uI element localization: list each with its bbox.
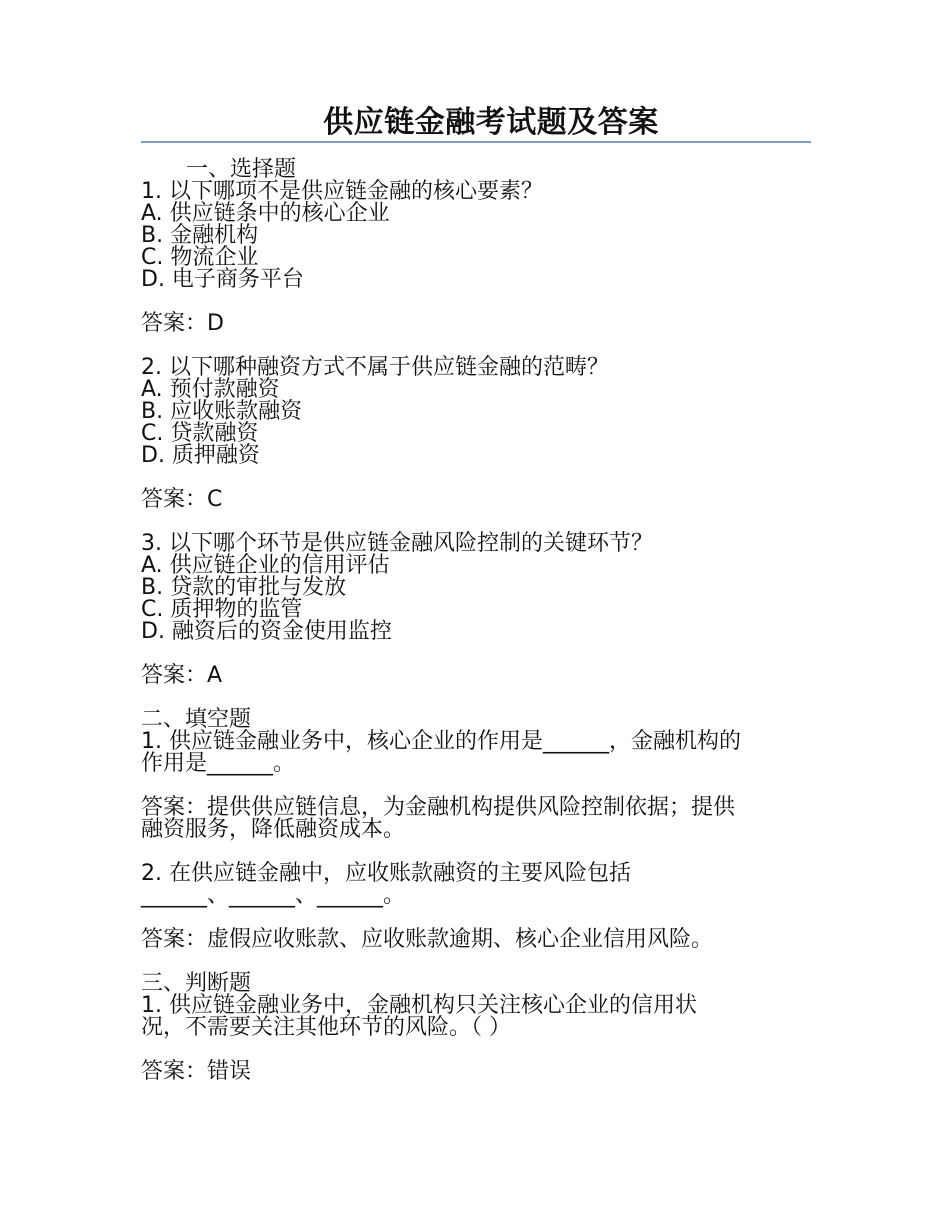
question-stem: 2. 以下哪种融资方式不属于供应链金融的范畴？	[141, 355, 609, 380]
question-1	[141, 181, 811, 335]
section-heading-judge: 三、判断题	[141, 971, 252, 996]
option-c: C. 贷款融资	[141, 421, 259, 446]
answer-continued: 融资服务，降低融资成本。	[141, 817, 406, 842]
judge-question-1	[141, 995, 811, 1083]
option-a: A. 预付款融资	[141, 377, 280, 402]
document-page	[141, 105, 811, 1105]
choice-section	[141, 159, 811, 687]
fill-question-2	[141, 863, 811, 951]
question-2	[141, 357, 811, 511]
question-stem-continued: 作用是______。	[141, 751, 296, 776]
option-a: A. 供应链企业的信用评估	[141, 553, 390, 578]
answer: 答案：A	[141, 663, 223, 688]
option-a: A. 供应链条中的核心企业	[141, 201, 390, 226]
option-b: B. 贷款的审批与发放	[141, 575, 347, 600]
option-b: B. 应收账款融资	[141, 399, 303, 424]
option-c: C. 质押物的监管	[141, 597, 303, 622]
question-stem: 1. 供应链金融业务中，核心企业的作用是______，金融机构的	[141, 729, 741, 754]
answer: 答案：虚假应收账款、应收账款逾期、核心企业信用风险。	[141, 927, 714, 952]
question-stem: 2. 在供应链金融中，应收账款融资的主要风险包括	[141, 861, 631, 886]
judge-section	[141, 973, 811, 1083]
answer: 答案：D	[141, 311, 224, 336]
option-d: D. 质押融资	[141, 443, 260, 468]
question-stem-continued: ______、______、______。	[141, 883, 406, 908]
answer: 答案：提供供应链信息，为金融机构提供风险控制依据；提供	[141, 795, 736, 820]
question-stem: 3. 以下哪个环节是供应链金融风险控制的关键环节？	[141, 531, 653, 556]
option-d: D. 电子商务平台	[141, 267, 304, 292]
fill-question-1	[141, 731, 811, 841]
option-c: C. 物流企业	[141, 245, 259, 270]
question-stem-continued: 况，不需要关注其他环节的风险。（ ）	[141, 1015, 511, 1040]
question-3	[141, 533, 811, 687]
answer: 答案：C	[141, 487, 223, 512]
fill-section	[141, 709, 811, 951]
question-stem: 1. 以下哪项不是供应链金融的核心要素？	[141, 179, 543, 204]
question-stem: 1. 供应链金融业务中，金融机构只关注核心企业的信用状	[141, 993, 697, 1018]
option-d: D. 融资后的资金使用监控	[141, 619, 392, 644]
option-b: B. 金融机构	[141, 223, 259, 248]
section-heading-choice: 一、选择题	[186, 157, 297, 182]
document-title: 供应链金融考试题及答案	[141, 105, 811, 143]
section-heading-fill: 二、填空题	[141, 707, 252, 732]
answer: 答案：错误	[141, 1059, 252, 1084]
